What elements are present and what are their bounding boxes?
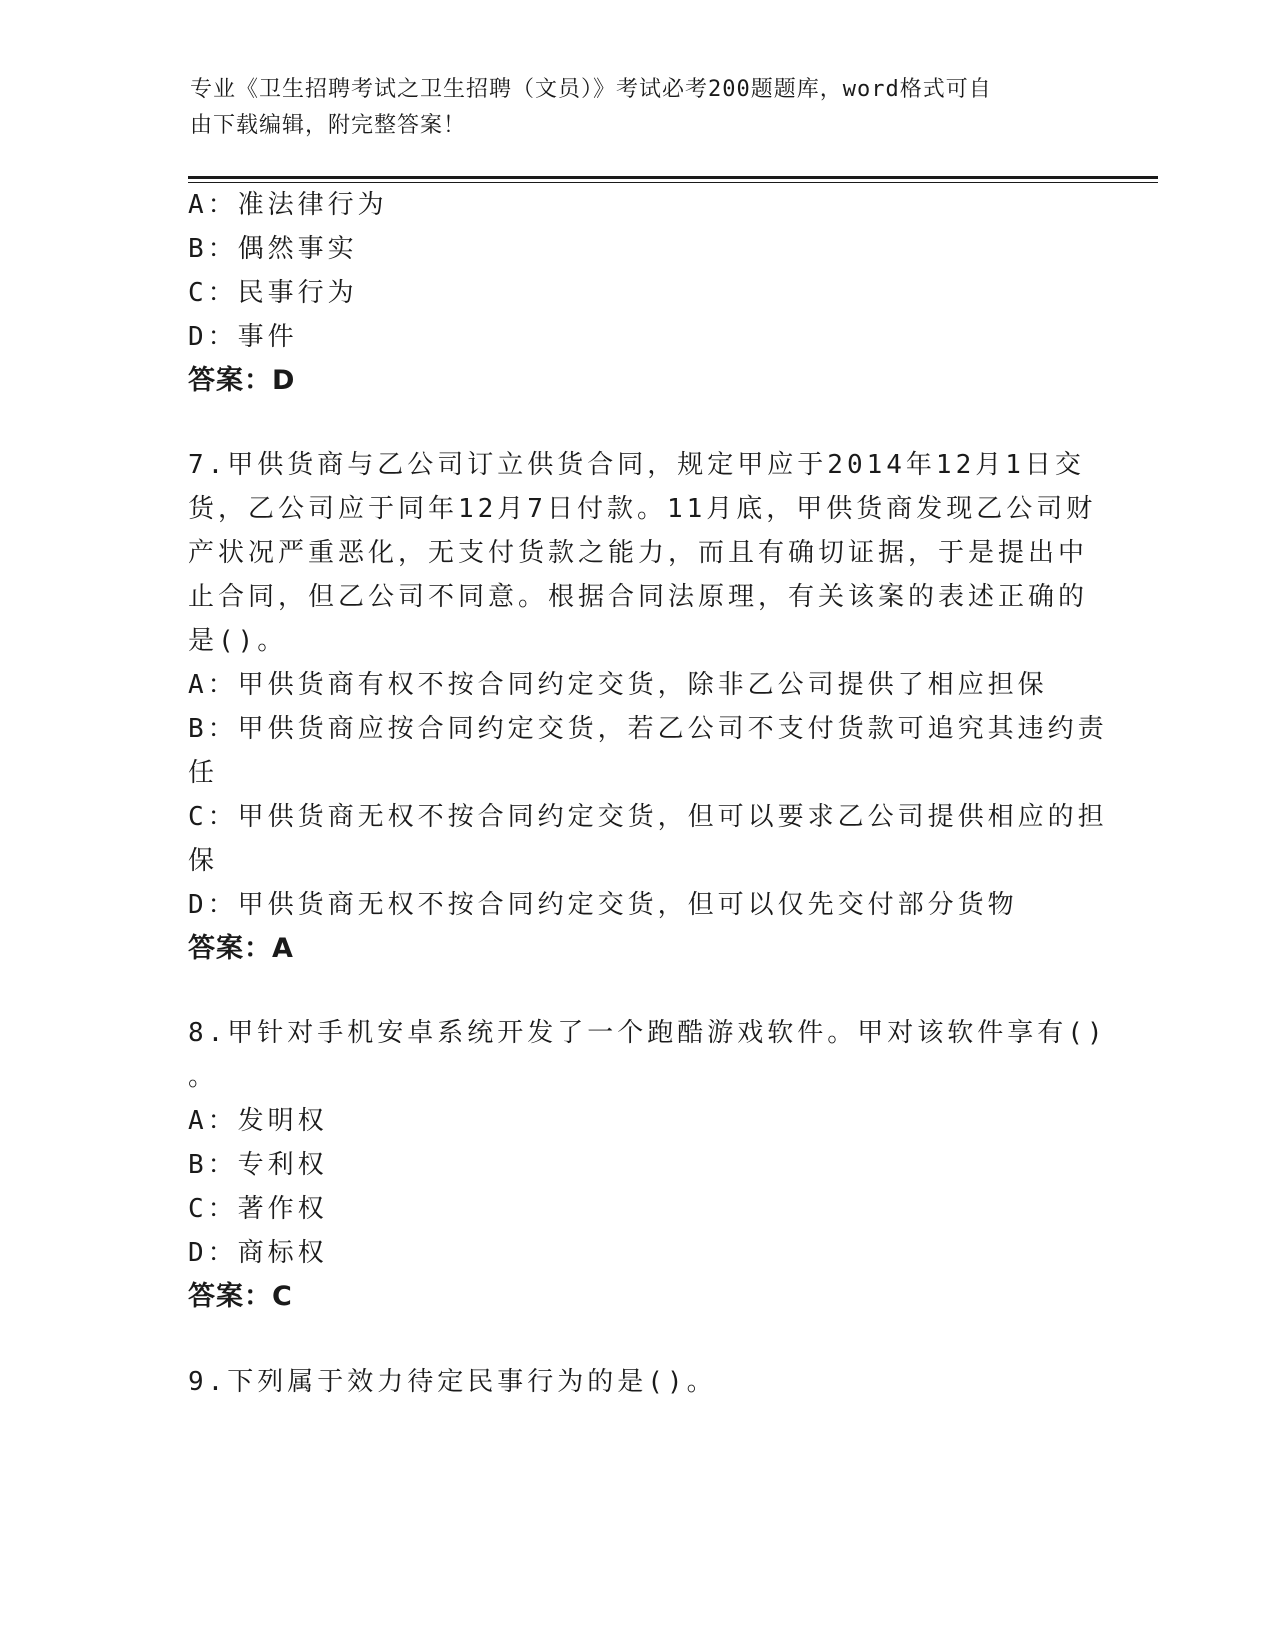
q7-stem-line-2: 货，乙公司应于同年12月7日付款。11月底，甲供货商发现乙公司财: [188, 494, 1097, 524]
q7-option-c: C：甲供货商无权不按合同约定交货，但可以要求乙公司提供相应的担: [188, 802, 1108, 832]
header-rule-thick: [188, 176, 1158, 179]
q6-option-b: B：偶然事实: [188, 234, 358, 264]
q7-stem-line-1: 7.甲供货商与乙公司订立供货合同，规定甲应于2014年12月1日交: [188, 450, 1085, 480]
q6-answer: 答案：D: [188, 365, 296, 396]
header-rule-thin: [188, 182, 1158, 183]
q8-option-c: C：著作权: [188, 1194, 328, 1224]
q7-option-b: B：甲供货商应按合同约定交货，若乙公司不支付货款可追究其违约责: [188, 714, 1108, 744]
header-line-1: 专业《卫生招聘考试之卫生招聘（文员）》考试必考200题题库，word格式可自: [190, 77, 992, 102]
q7-stem-line-3: 产状况严重恶化，无支付货款之能力，而且有确切证据，于是提出中: [188, 538, 1089, 568]
q7-option-c-cont: 保: [188, 846, 219, 876]
q8-stem-line-1: 8.甲针对手机安卓系统开发了一个跑酷游戏软件。甲对该软件享有(): [188, 1018, 1107, 1048]
q6-option-a: A：准法律行为: [188, 190, 388, 220]
q8-option-a: A：发明权: [188, 1106, 328, 1136]
q6-option-d: D：事件: [188, 322, 298, 352]
q7-stem-line-4: 止合同，但乙公司不同意。根据合同法原理，有关该案的表述正确的: [188, 582, 1089, 612]
q6-option-c: C：民事行为: [188, 278, 358, 308]
q7-answer: 答案：A: [188, 933, 294, 964]
q9-stem-line-1: 9.下列属于效力待定民事行为的是()。: [188, 1367, 717, 1397]
q7-stem-line-5: 是()。: [188, 626, 288, 656]
q8-option-b: B：专利权: [188, 1150, 328, 1180]
q8-stem-line-2: 。: [188, 1062, 219, 1092]
q7-option-b-cont: 任: [188, 758, 219, 788]
header-line-2: 由下载编辑，附完整答案！: [190, 113, 467, 138]
q7-option-a: A：甲供货商有权不按合同约定交货，除非乙公司提供了相应担保: [188, 670, 1048, 700]
q7-option-d: D：甲供货商无权不按合同约定交货，但可以仅先交付部分货物: [188, 890, 1018, 920]
q8-answer: 答案：C: [188, 1281, 293, 1312]
document-header: [190, 72, 1090, 144]
q8-option-d: D：商标权: [188, 1238, 328, 1268]
